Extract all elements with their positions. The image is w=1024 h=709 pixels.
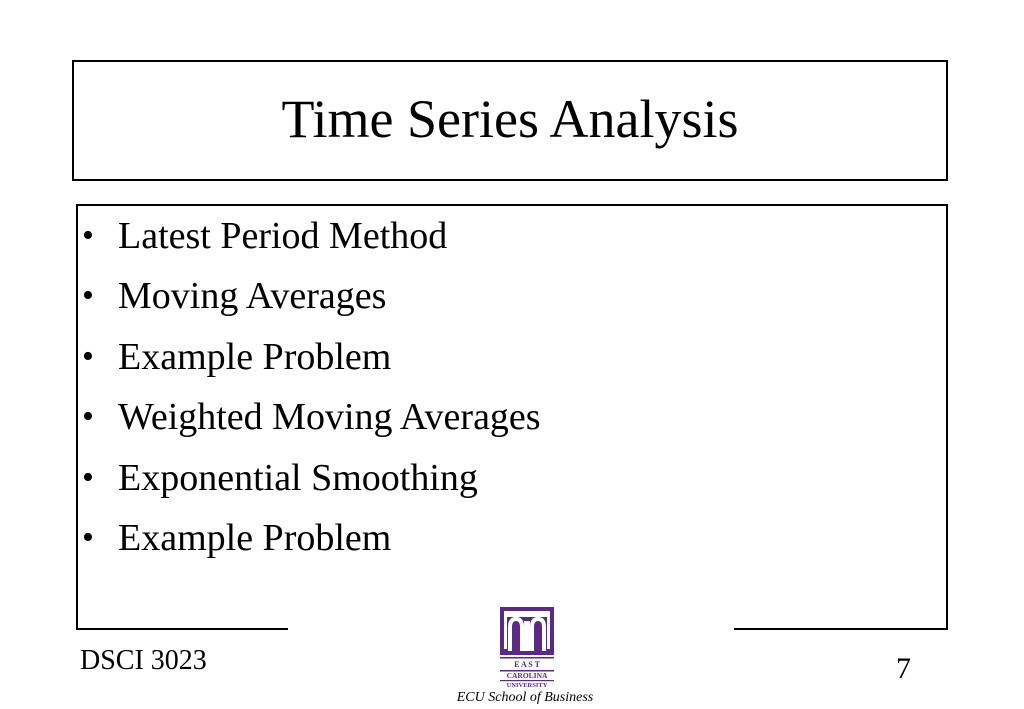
bullet-text: Exponential Smoothing: [118, 456, 478, 499]
bullet-item: [82, 273, 541, 333]
bullet-item: [82, 213, 541, 273]
bullet-dot: •: [82, 518, 94, 556]
logo-caption: ECU School of Business: [456, 690, 594, 705]
frame-left-border: [76, 204, 78, 630]
bullet-dot: •: [82, 458, 94, 496]
bullet-item: [82, 334, 541, 394]
bullet-text: Latest Period Method: [118, 215, 448, 257]
bullet-item: [82, 394, 541, 454]
logo-line-university: UNIVERSITY: [506, 682, 548, 689]
bullet-item: [82, 515, 541, 575]
logo-line-east: E A S T: [514, 660, 540, 669]
slide-title: Time Series Analysis: [281, 88, 739, 149]
page-number: 7: [896, 652, 911, 685]
bullet-item: [82, 455, 541, 515]
frame-right-border: [946, 204, 948, 630]
frame-bottom-left-border: [76, 628, 288, 630]
bullet-dot: •: [82, 277, 94, 315]
ecu-logo-icon: [500, 607, 554, 689]
bullet-list: [82, 213, 541, 575]
bullet-text: Weighted Moving Averages: [118, 396, 541, 439]
bullet-dot: •: [82, 337, 94, 375]
course-code: DSCI 3023: [80, 645, 207, 676]
bullet-text: Example Problem: [118, 516, 392, 559]
frame-top-border: [76, 204, 948, 206]
bullet-text: Example Problem: [118, 335, 392, 378]
frame-bottom-right-border: [734, 628, 948, 630]
bullet-dot: •: [82, 217, 94, 254]
logo-line-carolina: CAROLINA: [506, 671, 548, 680]
title-box: [72, 60, 948, 181]
bullet-dot: •: [82, 398, 94, 436]
bullet-text: Moving Averages: [118, 275, 387, 318]
